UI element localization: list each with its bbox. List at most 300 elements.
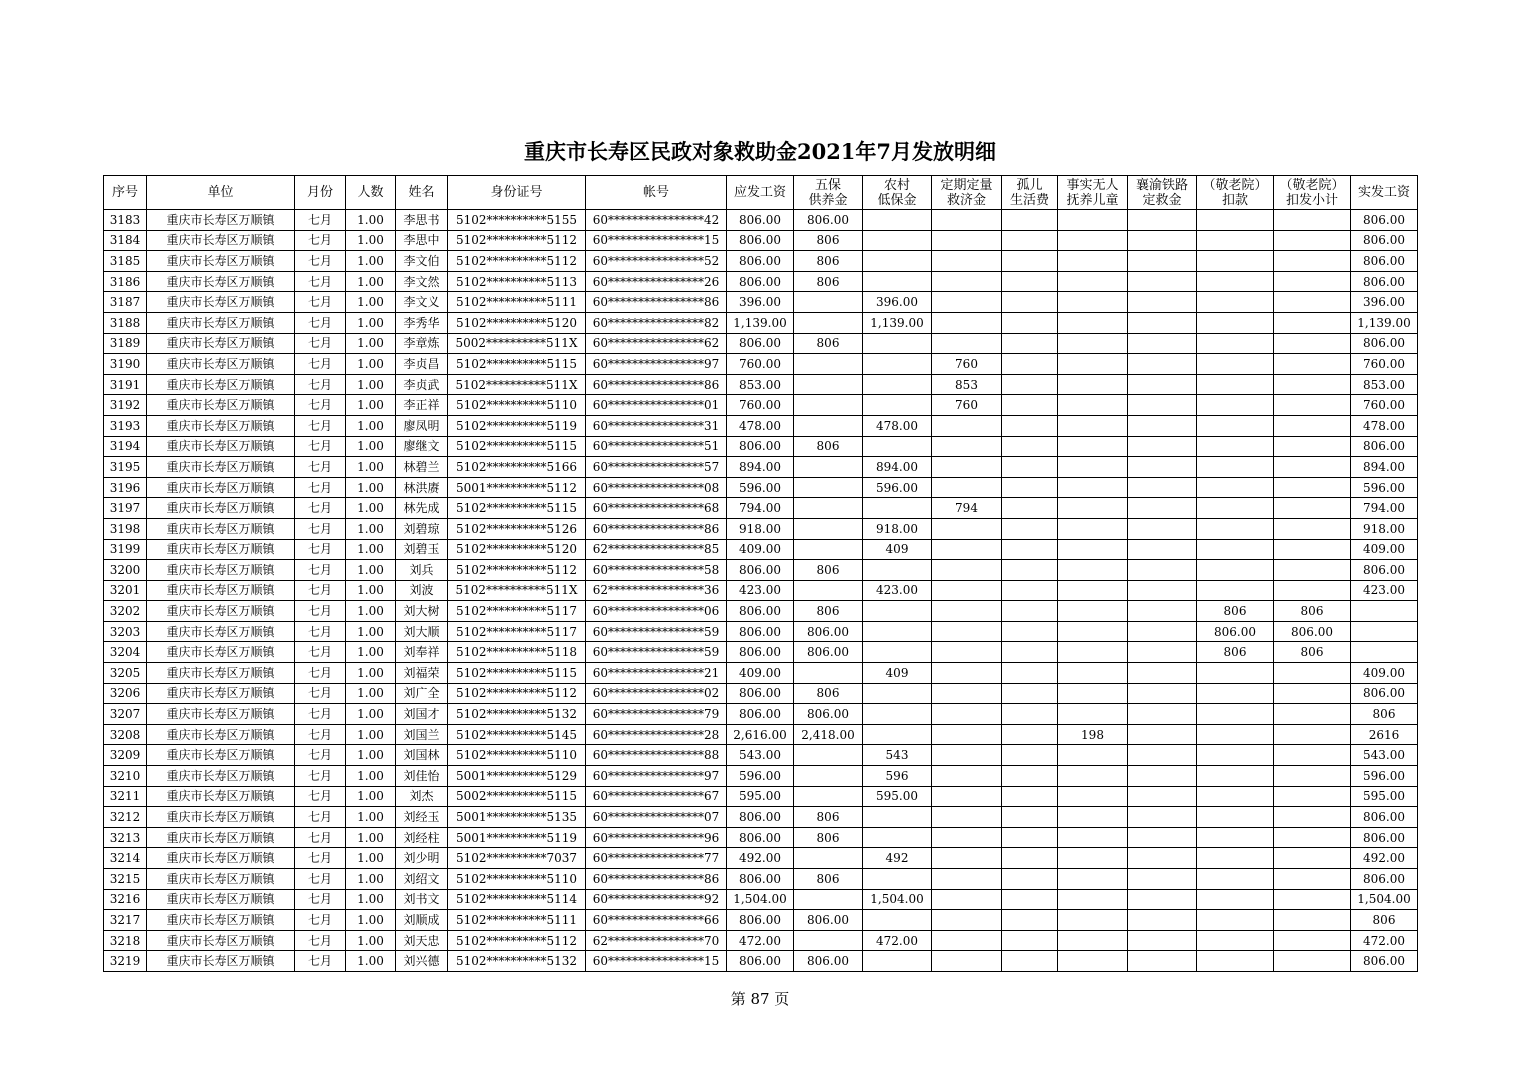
table-row xyxy=(104,230,1418,251)
table-cell: 1.00 xyxy=(346,910,396,931)
table-cell: 806.00 xyxy=(1351,827,1418,848)
table-cell xyxy=(794,786,863,807)
table-row xyxy=(104,663,1418,684)
table-cell: 5102**********511X xyxy=(448,580,586,601)
table-cell: 1.00 xyxy=(346,786,396,807)
table-cell xyxy=(863,621,932,642)
table-cell xyxy=(1274,848,1351,869)
table-cell: 七月 xyxy=(295,663,346,684)
table-cell xyxy=(1197,724,1274,745)
table-cell xyxy=(1002,601,1058,622)
table-cell: 5102**********5111 xyxy=(448,910,586,931)
table-cell: 894.00 xyxy=(727,457,794,478)
table-cell xyxy=(1058,601,1128,622)
column-header: 帐号 xyxy=(586,176,727,210)
table-cell: 396.00 xyxy=(1351,292,1418,313)
table-cell xyxy=(863,807,932,828)
table-cell: 478.00 xyxy=(1351,415,1418,436)
table-cell: 60****************66 xyxy=(586,910,727,931)
table-cell: 3199 xyxy=(104,539,147,560)
table-cell xyxy=(1274,415,1351,436)
table-cell: 3184 xyxy=(104,230,147,251)
table-cell xyxy=(932,869,1002,890)
table-cell xyxy=(863,560,932,581)
table-cell xyxy=(1058,766,1128,787)
table-cell: 重庆市长寿区万顺镇 xyxy=(147,786,295,807)
table-cell: 806.00 xyxy=(1351,869,1418,890)
table-cell: 60****************59 xyxy=(586,642,727,663)
table-cell xyxy=(1058,889,1128,910)
table-cell: 3216 xyxy=(104,889,147,910)
table-cell: 1.00 xyxy=(346,745,396,766)
table-cell: 62****************36 xyxy=(586,580,727,601)
table-cell: 1.00 xyxy=(346,518,396,539)
table-cell: 3187 xyxy=(104,292,147,313)
table-cell: 806.00 xyxy=(794,951,863,972)
table-cell: 5102**********5112 xyxy=(448,230,586,251)
table-cell: 472.00 xyxy=(1351,930,1418,951)
table-cell xyxy=(1058,395,1128,416)
table-cell: 5102**********5155 xyxy=(448,210,586,231)
table-row xyxy=(104,869,1418,890)
table-cell xyxy=(1274,354,1351,375)
table-cell xyxy=(1197,766,1274,787)
table-cell: 刘少明 xyxy=(396,848,448,869)
table-cell: 重庆市长寿区万顺镇 xyxy=(147,642,295,663)
table-cell xyxy=(1274,827,1351,848)
table-cell xyxy=(932,951,1002,972)
table-cell: 1,504.00 xyxy=(863,889,932,910)
table-cell xyxy=(1128,745,1197,766)
table-cell: 重庆市长寿区万顺镇 xyxy=(147,683,295,704)
table-cell xyxy=(1128,766,1197,787)
table-cell xyxy=(1197,807,1274,828)
table-cell xyxy=(1274,724,1351,745)
table-header-row xyxy=(104,176,1418,210)
column-header: 孤儿 生活费 xyxy=(1002,176,1058,210)
table-cell xyxy=(1002,766,1058,787)
table-cell xyxy=(1002,436,1058,457)
table-cell xyxy=(932,415,1002,436)
table-cell xyxy=(1351,642,1418,663)
table-cell xyxy=(1058,745,1128,766)
table-cell xyxy=(1197,333,1274,354)
table-cell: 5002**********511X xyxy=(448,333,586,354)
table-cell: 七月 xyxy=(295,951,346,972)
table-cell: 1.00 xyxy=(346,827,396,848)
table-cell: 806 xyxy=(1351,910,1418,931)
column-header: 定期定量 救济金 xyxy=(932,176,1002,210)
table-cell: 重庆市长寿区万顺镇 xyxy=(147,580,295,601)
table-row xyxy=(104,580,1418,601)
table-cell: 七月 xyxy=(295,745,346,766)
table-cell: 60****************92 xyxy=(586,889,727,910)
table-cell xyxy=(1002,930,1058,951)
table-cell: 794.00 xyxy=(1351,498,1418,519)
table-cell: 刘兵 xyxy=(396,560,448,581)
table-cell xyxy=(794,518,863,539)
table-cell xyxy=(1197,292,1274,313)
table-cell: 60****************86 xyxy=(586,374,727,395)
column-header: 襄渝铁路 定救金 xyxy=(1128,176,1197,210)
table-cell xyxy=(1058,930,1128,951)
table-cell: 853.00 xyxy=(1351,374,1418,395)
table-row xyxy=(104,539,1418,560)
table-cell: 409.00 xyxy=(1351,663,1418,684)
table-row xyxy=(104,210,1418,231)
table-cell: 806.00 xyxy=(1351,333,1418,354)
table-cell: 廖继文 xyxy=(396,436,448,457)
table-cell: 806.00 xyxy=(1351,807,1418,828)
table-cell xyxy=(1274,930,1351,951)
table-cell: 806 xyxy=(1197,601,1274,622)
table-cell: 七月 xyxy=(295,395,346,416)
table-cell: 重庆市长寿区万顺镇 xyxy=(147,251,295,272)
table-cell xyxy=(1274,663,1351,684)
table-cell xyxy=(863,869,932,890)
table-cell: 5001**********5135 xyxy=(448,807,586,828)
table-row xyxy=(104,374,1418,395)
table-cell: 806.00 xyxy=(727,271,794,292)
table-cell xyxy=(1058,271,1128,292)
table-cell xyxy=(1002,354,1058,375)
table-cell: 七月 xyxy=(295,498,346,519)
table-cell xyxy=(1058,518,1128,539)
table-cell: 806.00 xyxy=(1351,230,1418,251)
table-row xyxy=(104,704,1418,725)
table-cell: 七月 xyxy=(295,642,346,663)
table-cell: 5102**********5117 xyxy=(448,621,586,642)
table-cell xyxy=(1128,333,1197,354)
table-cell: 七月 xyxy=(295,910,346,931)
table-cell: 60****************26 xyxy=(586,271,727,292)
table-cell: 806 xyxy=(794,869,863,890)
table-cell xyxy=(1058,869,1128,890)
table-cell xyxy=(1058,642,1128,663)
table-cell: 重庆市长寿区万顺镇 xyxy=(147,457,295,478)
table-cell: 七月 xyxy=(295,621,346,642)
table-cell xyxy=(1002,292,1058,313)
table-cell xyxy=(794,766,863,787)
table-cell xyxy=(1128,230,1197,251)
table-cell: 60****************68 xyxy=(586,498,727,519)
table-cell: 1.00 xyxy=(346,457,396,478)
table-cell xyxy=(1058,560,1128,581)
table-cell: 806.00 xyxy=(727,869,794,890)
column-header: 月份 xyxy=(295,176,346,210)
table-cell: 七月 xyxy=(295,436,346,457)
table-cell xyxy=(863,210,932,231)
table-cell: 七月 xyxy=(295,539,346,560)
table-cell: 806 xyxy=(794,230,863,251)
table-cell: 760.00 xyxy=(1351,354,1418,375)
table-cell xyxy=(932,312,1002,333)
table-cell: 重庆市长寿区万顺镇 xyxy=(147,210,295,231)
table-cell: 3201 xyxy=(104,580,147,601)
table-cell: 806.00 xyxy=(1351,210,1418,231)
table-row xyxy=(104,621,1418,642)
table-cell: 806 xyxy=(1197,642,1274,663)
table-cell: 918.00 xyxy=(727,518,794,539)
table-cell: 3205 xyxy=(104,663,147,684)
table-cell xyxy=(1351,601,1418,622)
table-cell: 806 xyxy=(794,827,863,848)
table-cell: 60****************15 xyxy=(586,951,727,972)
table-cell: 1.00 xyxy=(346,848,396,869)
table-cell xyxy=(1197,436,1274,457)
table-cell xyxy=(1002,807,1058,828)
table-cell: 3203 xyxy=(104,621,147,642)
table-cell: 1,504.00 xyxy=(1351,889,1418,910)
table-cell xyxy=(1274,374,1351,395)
table-cell: 60****************01 xyxy=(586,395,727,416)
table-cell xyxy=(932,745,1002,766)
table-cell: 重庆市长寿区万顺镇 xyxy=(147,601,295,622)
table-cell xyxy=(932,704,1002,725)
table-cell xyxy=(1197,312,1274,333)
table-cell xyxy=(1197,704,1274,725)
table-cell: 3210 xyxy=(104,766,147,787)
table-cell: 60****************28 xyxy=(586,724,727,745)
table-cell: 60****************86 xyxy=(586,869,727,890)
table-cell: 刘兴德 xyxy=(396,951,448,972)
table-cell: 刘国兰 xyxy=(396,724,448,745)
table-cell xyxy=(1274,580,1351,601)
table-cell: 1,139.00 xyxy=(1351,312,1418,333)
table-cell xyxy=(863,704,932,725)
table-cell xyxy=(1197,395,1274,416)
table-cell xyxy=(1128,848,1197,869)
table-cell: 806.00 xyxy=(794,210,863,231)
table-row xyxy=(104,786,1418,807)
table-cell xyxy=(1197,477,1274,498)
table-cell xyxy=(1274,560,1351,581)
table-cell xyxy=(932,539,1002,560)
table-cell xyxy=(863,374,932,395)
table-cell: 60****************97 xyxy=(586,766,727,787)
table-cell: 3194 xyxy=(104,436,147,457)
table-cell xyxy=(1197,910,1274,931)
table-cell xyxy=(1274,395,1351,416)
table-cell: 重庆市长寿区万顺镇 xyxy=(147,889,295,910)
table-cell: 七月 xyxy=(295,889,346,910)
table-cell: 七月 xyxy=(295,230,346,251)
table-cell: 2616 xyxy=(1351,724,1418,745)
table-cell xyxy=(1128,889,1197,910)
table-cell: 1.00 xyxy=(346,271,396,292)
table-cell: 2,616.00 xyxy=(727,724,794,745)
table-cell: 5102**********5115 xyxy=(448,436,586,457)
table-cell xyxy=(863,642,932,663)
table-cell: 1.00 xyxy=(346,642,396,663)
table-cell xyxy=(863,333,932,354)
table-cell xyxy=(1197,580,1274,601)
table-cell xyxy=(1058,333,1128,354)
table-cell xyxy=(932,807,1002,828)
table-cell xyxy=(794,477,863,498)
table-cell: 806.00 xyxy=(1351,951,1418,972)
table-cell xyxy=(1058,663,1128,684)
table-cell xyxy=(1058,910,1128,931)
document-title: 重庆市长寿区民政对象救助金2021年7月发放明细 xyxy=(523,139,997,164)
table-cell xyxy=(1058,786,1128,807)
table-cell xyxy=(1128,786,1197,807)
table-row xyxy=(104,477,1418,498)
table-cell: 3200 xyxy=(104,560,147,581)
table-cell xyxy=(1058,436,1128,457)
table-cell: 492 xyxy=(863,848,932,869)
table-cell: 806 xyxy=(794,683,863,704)
table-cell: 重庆市长寿区万顺镇 xyxy=(147,436,295,457)
table-cell xyxy=(1002,333,1058,354)
relief-payment-table xyxy=(103,175,1418,972)
table-cell: 1.00 xyxy=(346,951,396,972)
table-cell: 重庆市长寿区万顺镇 xyxy=(147,766,295,787)
table-cell xyxy=(1128,210,1197,231)
table-cell: 重庆市长寿区万顺镇 xyxy=(147,312,295,333)
table-cell: 重庆市长寿区万顺镇 xyxy=(147,560,295,581)
table-cell: 5102**********7037 xyxy=(448,848,586,869)
table-cell: 刘奉祥 xyxy=(396,642,448,663)
table-cell xyxy=(1058,210,1128,231)
table-cell: 七月 xyxy=(295,601,346,622)
column-header: 人数 xyxy=(346,176,396,210)
table-cell: 794 xyxy=(932,498,1002,519)
table-cell xyxy=(1128,271,1197,292)
table-cell: 595.00 xyxy=(863,786,932,807)
table-cell: 刘大树 xyxy=(396,601,448,622)
table-cell: 595.00 xyxy=(727,786,794,807)
table-cell xyxy=(1128,724,1197,745)
table-cell: 806.00 xyxy=(794,704,863,725)
table-cell xyxy=(863,271,932,292)
table-cell xyxy=(1197,415,1274,436)
table-cell xyxy=(932,621,1002,642)
table-cell: 1.00 xyxy=(346,930,396,951)
table-cell: 李文义 xyxy=(396,292,448,313)
table-cell: 3214 xyxy=(104,848,147,869)
table-row xyxy=(104,457,1418,478)
table-cell: 423.00 xyxy=(727,580,794,601)
table-cell: 806.00 xyxy=(794,621,863,642)
column-header: （敬老院） 扣款 xyxy=(1197,176,1274,210)
table-cell: 806.00 xyxy=(727,704,794,725)
table-cell: 七月 xyxy=(295,312,346,333)
table-cell xyxy=(1058,230,1128,251)
table-cell xyxy=(1197,251,1274,272)
table-cell: 3212 xyxy=(104,807,147,828)
table-cell xyxy=(1197,354,1274,375)
table-cell: 3198 xyxy=(104,518,147,539)
table-row xyxy=(104,930,1418,951)
table-cell: 1.00 xyxy=(346,395,396,416)
table-cell xyxy=(1002,642,1058,663)
table-cell: 3208 xyxy=(104,724,147,745)
table-cell: 60****************67 xyxy=(586,786,727,807)
table-cell: 1.00 xyxy=(346,333,396,354)
table-cell: 760.00 xyxy=(1351,395,1418,416)
table-cell: 794.00 xyxy=(727,498,794,519)
table-cell: 62****************85 xyxy=(586,539,727,560)
table-cell: 重庆市长寿区万顺镇 xyxy=(147,827,295,848)
table-cell: 5102**********5120 xyxy=(448,312,586,333)
table-cell: 刘佳怡 xyxy=(396,766,448,787)
table-cell: 198 xyxy=(1058,724,1128,745)
table-cell: 806.00 xyxy=(727,560,794,581)
table-cell xyxy=(932,518,1002,539)
table-cell xyxy=(1197,374,1274,395)
table-cell xyxy=(1274,457,1351,478)
table-cell: 1.00 xyxy=(346,312,396,333)
table-cell: 5102**********5110 xyxy=(448,745,586,766)
table-cell xyxy=(794,312,863,333)
table-cell: 5102**********5132 xyxy=(448,704,586,725)
table-cell: 1,139.00 xyxy=(863,312,932,333)
table-cell xyxy=(1002,745,1058,766)
table-cell: 5102**********5126 xyxy=(448,518,586,539)
table-cell: 543 xyxy=(863,745,932,766)
table-cell: 重庆市长寿区万顺镇 xyxy=(147,869,295,890)
table-cell: 596.00 xyxy=(863,477,932,498)
table-cell xyxy=(863,395,932,416)
table-cell: 李文然 xyxy=(396,271,448,292)
table-cell: 重庆市长寿区万顺镇 xyxy=(147,951,295,972)
table-cell: 七月 xyxy=(295,251,346,272)
table-cell xyxy=(932,910,1002,931)
table-cell: 5102**********5117 xyxy=(448,601,586,622)
table-cell: 1.00 xyxy=(346,498,396,519)
table-cell xyxy=(1274,292,1351,313)
table-cell xyxy=(1274,951,1351,972)
table-cell xyxy=(1128,415,1197,436)
table-cell: 760.00 xyxy=(727,354,794,375)
table-cell: 1.00 xyxy=(346,869,396,890)
table-row xyxy=(104,724,1418,745)
table-cell xyxy=(1002,683,1058,704)
table-cell: 60****************96 xyxy=(586,827,727,848)
table-cell: 重庆市长寿区万顺镇 xyxy=(147,621,295,642)
table-cell: 806.00 xyxy=(1351,251,1418,272)
column-header: 应发工资 xyxy=(727,176,794,210)
table-cell xyxy=(1274,333,1351,354)
table-row xyxy=(104,889,1418,910)
table-cell: 806.00 xyxy=(727,683,794,704)
table-cell xyxy=(863,251,932,272)
table-cell: 刘国才 xyxy=(396,704,448,725)
table-cell: 3190 xyxy=(104,354,147,375)
table-cell: 5102**********5112 xyxy=(448,683,586,704)
table-cell xyxy=(1197,786,1274,807)
table-row xyxy=(104,683,1418,704)
table-cell xyxy=(1058,621,1128,642)
table-cell: 478.00 xyxy=(727,415,794,436)
table-cell: 重庆市长寿区万顺镇 xyxy=(147,271,295,292)
table-cell: 806.00 xyxy=(727,951,794,972)
table-cell: 重庆市长寿区万顺镇 xyxy=(147,724,295,745)
table-cell: 409 xyxy=(863,539,932,560)
table-cell: 1.00 xyxy=(346,560,396,581)
table-cell xyxy=(1002,477,1058,498)
table-row xyxy=(104,498,1418,519)
table-cell xyxy=(794,374,863,395)
table-cell xyxy=(932,333,1002,354)
table-cell xyxy=(863,724,932,745)
table-cell xyxy=(932,271,1002,292)
table-cell xyxy=(1002,704,1058,725)
table-cell: 894.00 xyxy=(1351,457,1418,478)
table-cell: 806.00 xyxy=(727,807,794,828)
table-row xyxy=(104,560,1418,581)
